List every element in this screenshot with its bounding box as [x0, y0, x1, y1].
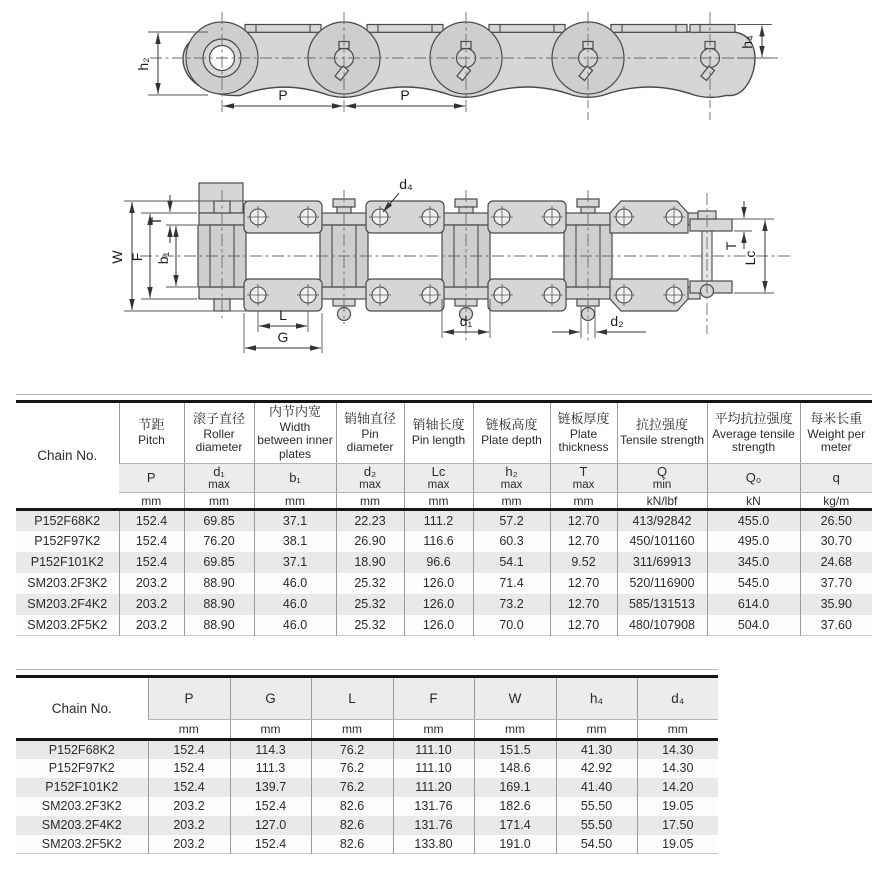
value-cell: 37.1 — [254, 510, 336, 531]
value-cell: 14.20 — [637, 778, 718, 797]
chain-no-cell: SM203.2F5K2 — [41, 836, 122, 851]
value-cell: 171.4 — [474, 816, 556, 835]
column-label-zh: 销轴直径 — [343, 410, 396, 426]
spec-table-body — [16, 510, 872, 636]
chain-no-cell: P152F68K2 — [48, 742, 115, 757]
value-cell: 152.4 — [148, 759, 230, 778]
chain-no-cell: P152F68K2 — [34, 513, 101, 528]
value-cell: 55.50 — [556, 816, 637, 835]
column-label-en: Pin length — [411, 433, 466, 448]
column-unit-header: mm — [404, 493, 473, 510]
column-symbol-header — [119, 464, 184, 493]
value-cell: 60.3 — [473, 531, 550, 552]
value-cell: 76.2 — [311, 759, 393, 778]
value-cell: 26.50 — [800, 510, 872, 531]
value-cell: 127.0 — [230, 816, 311, 835]
value-cell: 111.20 — [393, 778, 474, 797]
w-dim-label: W — [109, 250, 125, 264]
value-cell: 126.0 — [404, 594, 473, 615]
table-row — [16, 740, 718, 759]
value-cell: 191.0 — [474, 835, 556, 854]
value-cell: 114.3 — [230, 740, 311, 759]
column-unit-header: mm — [311, 720, 393, 740]
t-left-dim-label: T — [148, 216, 164, 226]
table-row — [16, 510, 872, 531]
value-cell: 55.50 — [556, 797, 637, 816]
column-qualifier: max — [427, 479, 450, 492]
column-label-en: Plate depth — [481, 433, 542, 448]
value-cell: 111.10 — [393, 759, 474, 778]
value-cell: 57.2 — [473, 510, 550, 531]
value-cell: 450/101160 — [617, 531, 707, 552]
h2-dim-label: h₂ — [135, 57, 151, 71]
chain-no-cell: SM203.2F5K2 — [27, 617, 108, 632]
column-symbol-header — [254, 464, 336, 493]
value-cell: 19.05 — [637, 797, 718, 816]
value-cell: 131.76 — [393, 797, 474, 816]
value-cell: 12.70 — [550, 531, 617, 552]
value-cell: 73.2 — [473, 594, 550, 615]
value-cell: 37.60 — [800, 615, 872, 636]
value-cell: 495.0 — [707, 531, 800, 552]
column-label-zh: 每米长重 — [810, 410, 863, 426]
column-qualifier: min — [652, 479, 672, 492]
column-unit-header: mm — [637, 720, 718, 740]
value-cell: 126.0 — [404, 615, 473, 636]
column-unit-header: mm — [474, 720, 556, 740]
column-symbol-header: W — [474, 677, 556, 720]
column-label-en: Roller diameter — [195, 426, 243, 454]
attachment-table-body — [16, 740, 718, 854]
value-cell: 139.7 — [230, 778, 311, 797]
value-cell: 203.2 — [148, 816, 230, 835]
table-row — [16, 531, 872, 552]
column-symbol: Q — [656, 463, 668, 479]
value-cell: 42.92 — [556, 759, 637, 778]
column-group-header — [254, 402, 336, 464]
spec-table — [16, 400, 872, 636]
value-cell: 131.76 — [393, 816, 474, 835]
value-cell: 76.20 — [184, 531, 254, 552]
value-cell: 151.5 — [474, 740, 556, 759]
value-cell: 111.2 — [404, 510, 473, 531]
value-cell: 182.6 — [474, 797, 556, 816]
column-symbol: d₂ — [363, 463, 377, 479]
column-group-header — [184, 402, 254, 464]
value-cell: 38.1 — [254, 531, 336, 552]
d1-dim-label: d₁ — [459, 313, 473, 329]
value-cell: 76.2 — [311, 778, 393, 797]
column-group-header — [473, 402, 550, 464]
value-cell: 614.0 — [707, 594, 800, 615]
table-row — [16, 778, 718, 797]
column-group-header — [707, 402, 800, 464]
column-symbol-header — [336, 464, 404, 493]
value-cell: 152.4 — [119, 510, 184, 531]
table-row — [16, 835, 718, 854]
value-cell: 17.50 — [637, 816, 718, 835]
value-cell: 82.6 — [311, 816, 393, 835]
table-row — [16, 552, 872, 573]
value-cell: 25.32 — [336, 573, 404, 594]
value-cell: 169.1 — [474, 778, 556, 797]
spec-header-symbols — [16, 464, 872, 493]
value-cell: 88.90 — [184, 615, 254, 636]
column-symbol-header: d₄ — [637, 677, 718, 720]
value-cell: 9.52 — [550, 552, 617, 573]
table-row — [16, 759, 718, 778]
value-cell: 82.6 — [311, 797, 393, 816]
b1-dim-label: b₁ — [155, 251, 171, 265]
value-cell: 35.90 — [800, 594, 872, 615]
chain-no-cell: P152F97K2 — [48, 761, 115, 775]
dim-t-left — [148, 195, 197, 243]
value-cell: 133.80 — [393, 835, 474, 854]
column-symbol-header — [800, 464, 872, 493]
value-cell: 24.68 — [800, 552, 872, 573]
column-label-zh: 节距 — [138, 417, 165, 433]
column-label-en: Pitch — [138, 433, 165, 448]
column-unit-header: mm — [184, 493, 254, 510]
column-label-zh: 链板高度 — [485, 417, 538, 433]
column-symbol-header — [473, 464, 550, 493]
chain-no-cell: P152F101K2 — [45, 780, 119, 794]
column-unit-header: mm — [393, 720, 474, 740]
value-cell: 311/69913 — [617, 552, 707, 573]
value-cell: 152.4 — [230, 835, 311, 854]
table-row — [16, 797, 718, 816]
column-group-header — [800, 402, 872, 464]
value-cell: 82.6 — [311, 835, 393, 854]
value-cell: 14.30 — [637, 759, 718, 778]
value-cell: 111.10 — [393, 740, 474, 759]
value-cell: 41.40 — [556, 778, 637, 797]
value-cell: 152.4 — [119, 552, 184, 573]
column-symbol-header — [184, 464, 254, 493]
column-unit-header: kN — [707, 493, 800, 510]
value-cell: 345.0 — [707, 552, 800, 573]
attachment-table — [16, 675, 718, 854]
value-cell: 71.4 — [473, 573, 550, 594]
column-symbol-header: L — [311, 677, 393, 720]
d4-dim-label: d₄ — [399, 176, 413, 192]
plan-view-drawing — [109, 176, 790, 353]
chain-no-cell: SM203.2F3K2 — [27, 576, 108, 590]
value-cell: 152.4 — [148, 778, 230, 797]
spec-table-section — [16, 394, 872, 636]
value-cell: 152.4 — [148, 740, 230, 759]
column-label-zh: 销轴长度 — [412, 417, 465, 433]
table-row — [16, 816, 718, 835]
column-symbol: h₂ — [505, 463, 518, 479]
value-cell: 46.0 — [254, 615, 336, 636]
value-cell: 126.0 — [404, 573, 473, 594]
value-cell: 22.23 — [336, 510, 404, 531]
column-unit-header: mm — [556, 720, 637, 740]
column-unit-header: mm — [119, 493, 184, 510]
column-label-en: Weight per meter — [807, 426, 866, 454]
column-label-zh: 滚子直径 — [192, 410, 245, 426]
column-label-en: Tensile strength — [619, 433, 705, 448]
t-right-dim-label: T — [723, 241, 739, 251]
column-group-header — [617, 402, 707, 464]
value-cell: 25.32 — [336, 615, 404, 636]
table-row — [16, 594, 872, 615]
value-cell: 69.85 — [184, 552, 254, 573]
column-symbol: Q₀ — [745, 469, 762, 485]
value-cell: 203.2 — [148, 797, 230, 816]
h4-dim-label: h₄ — [739, 35, 755, 49]
chain-no-header: Chain No. — [16, 402, 119, 510]
column-unit-header: mm — [254, 493, 336, 510]
value-cell: 520/116900 — [617, 573, 707, 594]
attachment-table-topline — [16, 669, 718, 670]
column-label-zh: 抗拉强度 — [635, 417, 688, 433]
value-cell: 12.70 — [550, 573, 617, 594]
value-cell: 54.50 — [556, 835, 637, 854]
table-row — [16, 615, 872, 636]
g-dim-label: G — [277, 329, 289, 345]
chain-no-cell: SM203.2F3K2 — [41, 799, 122, 813]
value-cell: 46.0 — [254, 594, 336, 615]
chain-no-cell: P152F101K2 — [30, 555, 104, 569]
column-qualifier: max — [500, 479, 523, 492]
chain-no-cell: P152F97K2 — [34, 534, 101, 548]
column-symbol-header — [617, 464, 707, 493]
value-cell: 116.6 — [404, 531, 473, 552]
spec-header-names — [16, 402, 872, 464]
column-label-en: Plate thickness — [558, 426, 609, 454]
value-cell: 46.0 — [254, 573, 336, 594]
column-group-header — [550, 402, 617, 464]
value-cell: 455.0 — [707, 510, 800, 531]
column-group-header — [336, 402, 404, 464]
p-dim-label-1: P — [278, 87, 288, 103]
column-symbol: q — [832, 469, 840, 485]
value-cell: 152.4 — [119, 531, 184, 552]
value-cell: 54.1 — [473, 552, 550, 573]
value-cell: 12.70 — [550, 615, 617, 636]
value-cell: 12.70 — [550, 510, 617, 531]
f-dim-label: F — [129, 252, 145, 262]
column-symbol-header — [550, 464, 617, 493]
attachment-table-section — [16, 669, 718, 854]
attachment-header-symbols — [16, 677, 718, 720]
value-cell: 203.2 — [119, 573, 184, 594]
chain-no-header: Chain No. — [16, 677, 148, 740]
value-cell: 480/107908 — [617, 615, 707, 636]
value-cell: 203.2 — [148, 835, 230, 854]
column-unit-header: mm — [550, 493, 617, 510]
chain-no-cell: SM203.2F4K2 — [41, 818, 122, 832]
column-unit-header: mm — [336, 493, 404, 510]
column-label-en: Width between inner plates — [257, 420, 333, 461]
value-cell: 545.0 — [707, 573, 800, 594]
column-qualifier: max — [572, 479, 595, 492]
value-cell: 203.2 — [119, 594, 184, 615]
value-cell: 30.70 — [800, 531, 872, 552]
spec-table-topline — [16, 394, 872, 395]
column-unit-header: mm — [148, 720, 230, 740]
value-cell: 25.32 — [336, 594, 404, 615]
l-dim-label: L — [279, 307, 287, 323]
value-cell: 88.90 — [184, 594, 254, 615]
column-symbol-header — [404, 464, 473, 493]
column-symbol-header: F — [393, 677, 474, 720]
column-symbol-header — [707, 464, 800, 493]
column-unit-header: kN/lbf — [617, 493, 707, 510]
column-symbol: d₁ — [213, 463, 225, 479]
column-group-header — [119, 402, 184, 464]
column-symbol-header: h₄ — [556, 677, 637, 720]
value-cell: 413/92842 — [617, 510, 707, 531]
value-cell: 585/131513 — [617, 594, 707, 615]
value-cell: 19.05 — [637, 835, 718, 854]
column-label-en: Average tensile strength — [712, 426, 795, 454]
column-group-header — [404, 402, 473, 464]
value-cell: 70.0 — [473, 615, 550, 636]
lc-dim-label: Lc — [742, 250, 758, 266]
spec-header-units — [16, 493, 872, 510]
value-cell: 26.90 — [336, 531, 404, 552]
value-cell: 96.6 — [404, 552, 473, 573]
column-symbol-header: G — [230, 677, 311, 720]
column-label-zh: 链板厚度 — [557, 410, 610, 426]
value-cell: 111.3 — [230, 759, 311, 778]
value-cell: 14.30 — [637, 740, 718, 759]
column-label-en: Pin diameter — [346, 426, 394, 454]
value-cell: 41.30 — [556, 740, 637, 759]
column-qualifier: max — [208, 479, 230, 492]
d2-dim-label: d₂ — [610, 313, 624, 329]
column-symbol: T — [579, 463, 588, 479]
value-cell: 203.2 — [119, 615, 184, 636]
column-unit-header: mm — [230, 720, 311, 740]
technical-drawings — [0, 0, 888, 392]
column-symbol: P — [146, 469, 156, 485]
value-cell: 152.4 — [230, 797, 311, 816]
value-cell: 37.1 — [254, 552, 336, 573]
column-unit-header: kg/m — [800, 493, 872, 510]
column-qualifier: max — [359, 479, 381, 492]
value-cell: 88.90 — [184, 573, 254, 594]
p-dim-label-2: P — [400, 87, 410, 103]
value-cell: 12.70 — [550, 594, 617, 615]
column-label-zh: 平均抗拉强度 — [714, 410, 793, 426]
column-symbol: b₁ — [289, 469, 301, 485]
column-unit-header: mm — [473, 493, 550, 510]
value-cell: 148.6 — [474, 759, 556, 778]
chain-no-cell: SM203.2F4K2 — [27, 597, 108, 611]
value-cell: 69.85 — [184, 510, 254, 531]
value-cell: 37.70 — [800, 573, 872, 594]
table-row — [16, 573, 872, 594]
value-cell: 504.0 — [707, 615, 800, 636]
column-label-zh: 内节内宽 — [268, 404, 321, 420]
side-view-drawing — [135, 12, 782, 120]
column-symbol: Lc — [431, 463, 446, 479]
value-cell: 18.90 — [336, 552, 404, 573]
column-symbol-header: P — [148, 677, 230, 720]
value-cell: 76.2 — [311, 740, 393, 759]
